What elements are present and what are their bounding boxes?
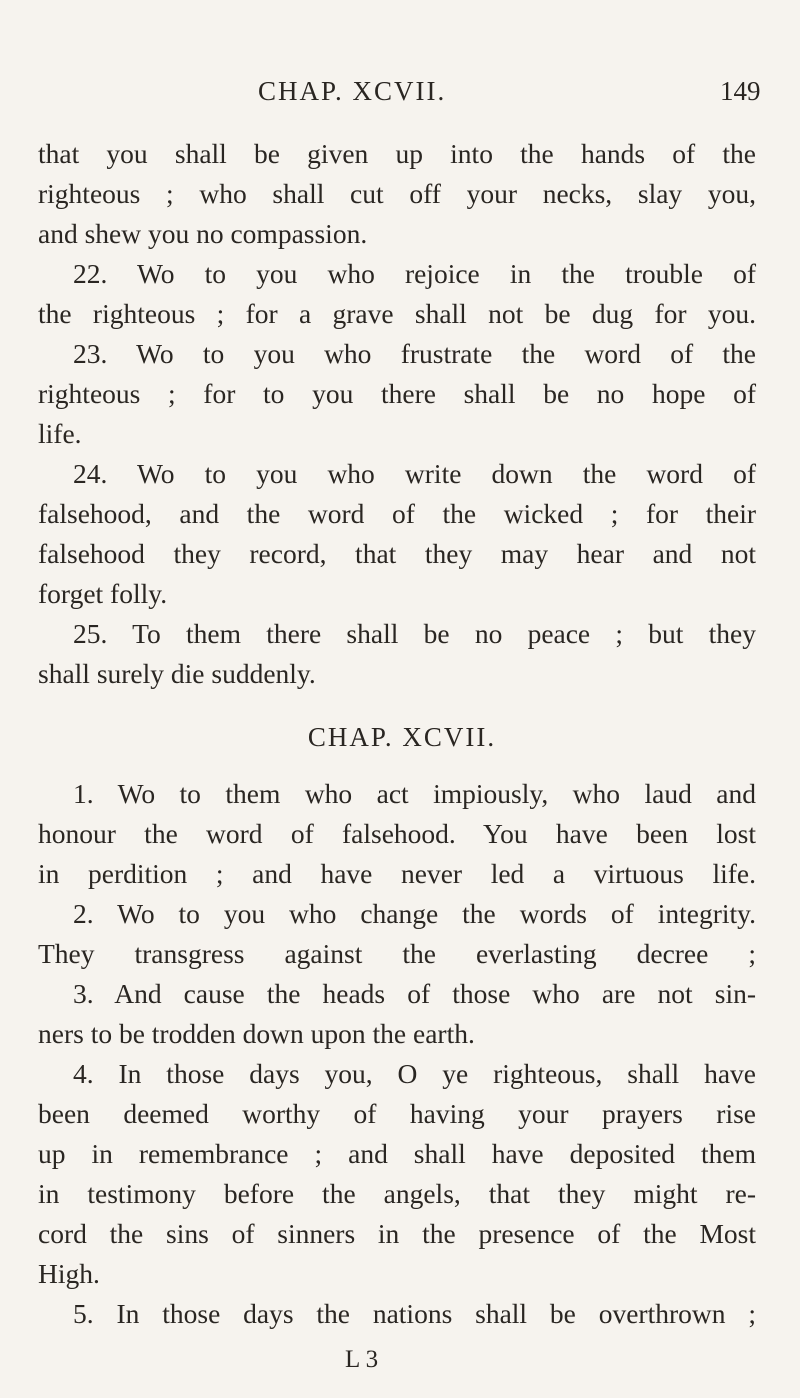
text-line: in testimony before the angels, that they might re- [38, 1178, 756, 1209]
signature-mark: L 3 [345, 1346, 379, 1373]
text-line: 24. Wo to you who write down the word of [73, 458, 756, 489]
text-line: righteous ; for to you there shall be no hope of [38, 378, 756, 409]
text-line: cord the sins of sinners in the presence of the Most [38, 1218, 756, 1249]
text-line: 5. In those days the nations shall be overthrown ; [73, 1298, 756, 1329]
text-line: been deemed worthy of having your prayers rise [38, 1098, 756, 1129]
running-head [0, 76, 800, 116]
text-line: 1. Wo to them who act impiously, who laud and [73, 778, 756, 809]
text-line: falsehood they record, that they may hear and not [38, 538, 756, 569]
text-line: the righteous ; for a grave shall not be dug for you. [38, 298, 756, 329]
text-line: and shew you no compassion. [38, 218, 368, 249]
running-title: CHAP. XCVII. [258, 76, 447, 106]
text-line: up in remembrance ; and shall have deposited them [38, 1138, 756, 1169]
text-line: 4. In those days you, O ye righteous, shall have [73, 1058, 756, 1089]
text-line: in perdition ; and have never led a virtuous life. [38, 858, 756, 889]
body-text [38, 134, 756, 1334]
chapter-heading: CHAP. XCVII. [307, 722, 497, 752]
text-line: 22. Wo to you who rejoice in the trouble of [73, 258, 756, 289]
text-line: ners to be trodden down upon the earth. [38, 1018, 475, 1049]
text-line: that you shall be given up into the hands of the [38, 138, 756, 169]
text-line: life. [38, 418, 82, 449]
text-line: 23. Wo to you who frustrate the word of the [73, 338, 756, 369]
text-line: shall surely die suddenly. [38, 658, 316, 689]
text-line: honour the word of falsehood. You have been lost [38, 818, 756, 849]
text-line: 25. To them there shall be no peace ; but they [73, 618, 756, 649]
page-number: 149 [720, 76, 761, 106]
text-line: 2. Wo to you who change the words of integrity. [73, 898, 756, 929]
text-line: forget folly. [38, 578, 168, 609]
text-line: They transgress against the everlasting decree ; [38, 938, 756, 969]
text-line: falsehood, and the word of the wicked ; for their [38, 498, 756, 529]
text-line: righteous ; who shall cut off your necks, slay you, [38, 178, 756, 209]
text-line: High. [38, 1258, 100, 1289]
text-line: 3. And cause the heads of those who are not sin- [73, 978, 756, 1009]
